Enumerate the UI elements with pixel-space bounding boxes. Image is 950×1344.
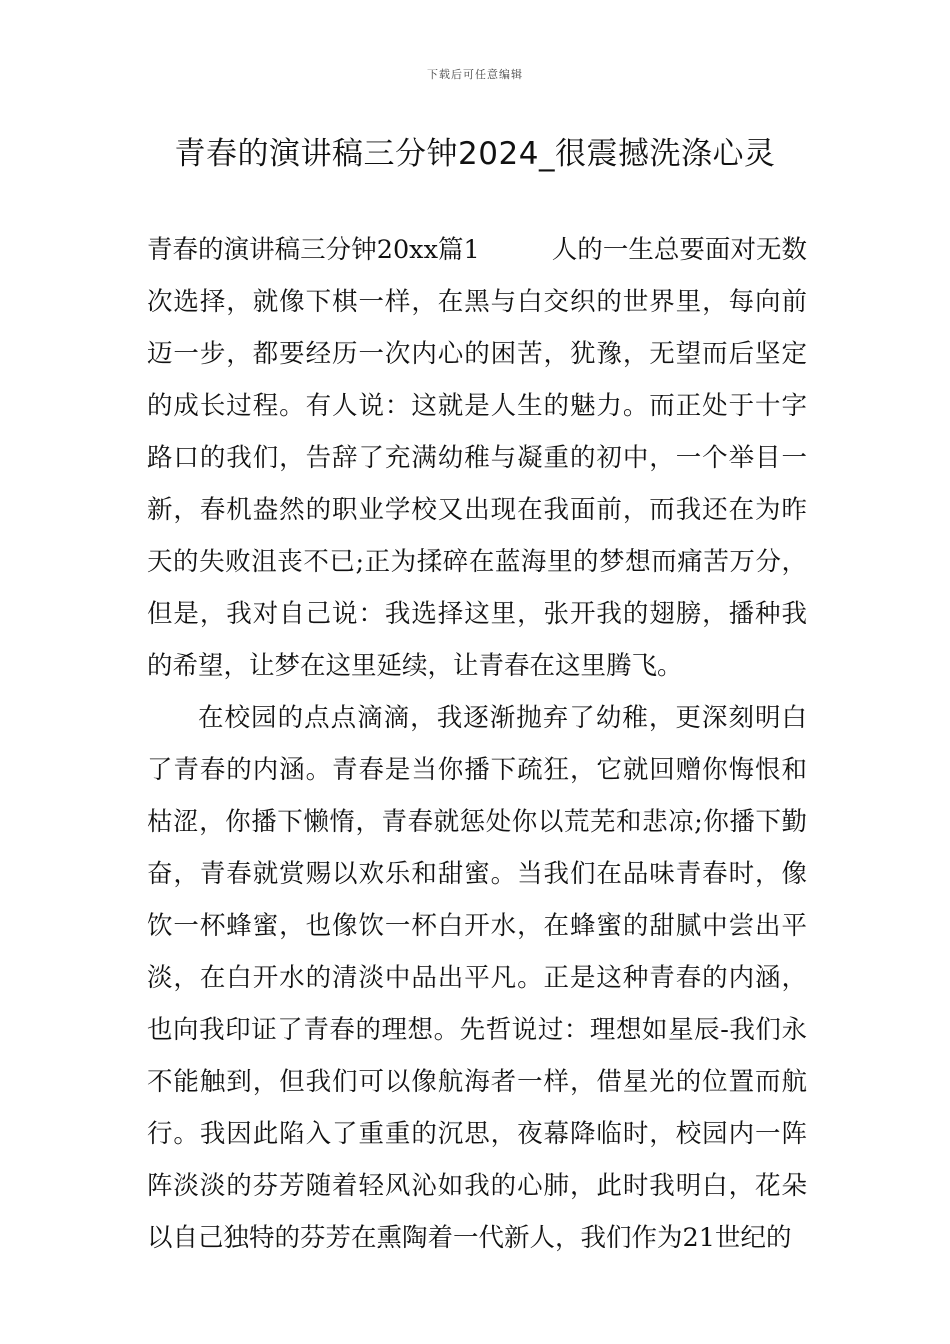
section-label: 青春的演讲稿三分钟20xx篇1 (147, 235, 480, 265)
paragraph-1-text: 人的一生总要面对无数次选择，就像下棋一样，在黑与白交织的世界里，每向前迈一步，都要经历一次内心的困苦，犹豫，无望而后坚定的成长过程。有人说：这就是人生的魅力。而正处于十字路口的我们，告辞了充满幼稚与凝重的初中，一个举目一新，春机盎然的职业学校又出现在我面前，而我还在为昨天的失败沮丧不已;正为揉碎在蓝海里的梦想而痛苦万分，但是，我对自己说：我选择这里，张开我的翅膀，播种我的希望，让梦在这里延续，让青春在这里腾飞。 (147, 235, 807, 681)
document-body (147, 224, 807, 1264)
paragraph-2: 在校园的点点滴滴，我逐渐抛弃了幼稚，更深刻明白了青春的内涵。青春是当你播下疏狂，它就回赠你悔恨和枯涩，你播下懒惰，青春就惩处你以荒芜和悲凉;你播下勤奋，青春就赏赐以欢乐和甜蜜。当我们在品味青春时，像饮一杯蜂蜜，也像饮一杯白开水，在蜂蜜的甜腻中尝出平淡，在白开水的清淡中品出平凡。正是这种青春的内涵，也向我印证了青春的理想。先哲说过：理想如星辰-我们永不能触到，但我们可以像航海者一样，借星光的位置而航行。我因此陷入了重重的沉思，夜幕降临时，校园内一阵阵淡淡的芬芳随着轻风沁如我的心肺，此时我明白，花朵以自己独特的芬芳在熏陶着一代新人，我们作为21世纪的 (147, 703, 807, 1253)
header-note: 下载后可任意编辑 (427, 68, 523, 81)
paragraph-1 (147, 224, 807, 692)
document-title: 青春的演讲稿三分钟2024_很震撼洗涤心灵 (174, 136, 776, 172)
